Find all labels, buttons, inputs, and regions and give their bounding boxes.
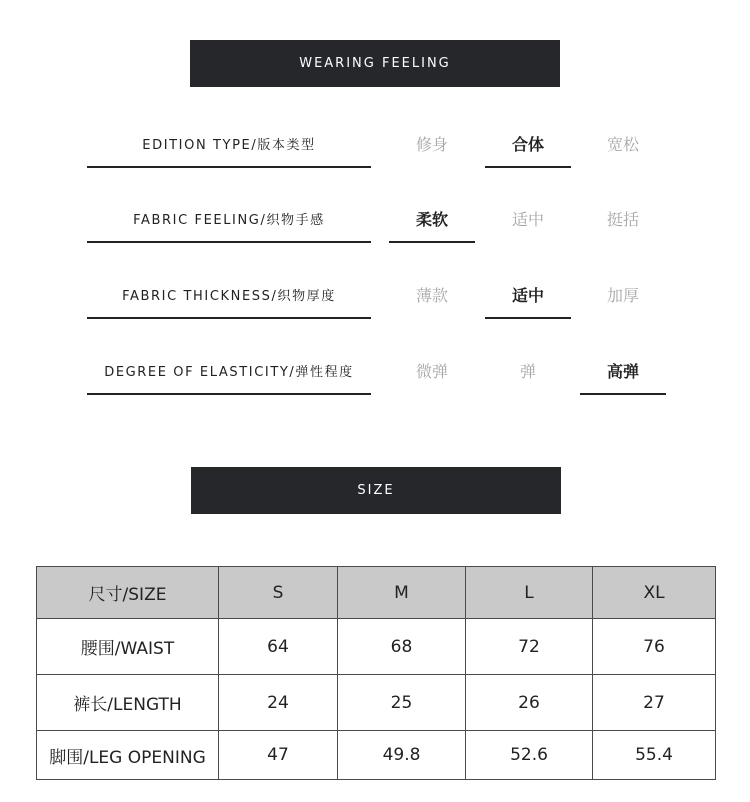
- option: 弹: [519, 361, 536, 381]
- table-row: [37, 731, 716, 780]
- size-table: [36, 566, 716, 780]
- table-cell: 76: [593, 619, 716, 675]
- label-underline: [87, 241, 371, 243]
- option: 加厚: [606, 285, 639, 305]
- option: 挺括: [606, 209, 639, 229]
- table-cell: 27: [593, 675, 716, 731]
- table-cell: 26: [466, 675, 593, 731]
- header-cell: 尺寸/SIZE: [37, 567, 219, 619]
- table-cell: 52.6: [466, 731, 593, 780]
- header-cell: S: [219, 567, 338, 619]
- table-cell: 49.8: [338, 731, 466, 780]
- option: 微弹: [415, 361, 448, 381]
- feeling-label: FABRIC FEELING/织物手感: [133, 212, 325, 228]
- option-selected: 高弹: [580, 356, 666, 384]
- wearing-feeling-banner: WEARING FEELING: [190, 40, 560, 87]
- feeling-label: DEGREE OF ELASTICITY/弹性程度: [104, 364, 354, 380]
- table-cell: 72: [466, 619, 593, 675]
- label-underline: [87, 166, 371, 168]
- table-cell: 腰围/WAIST: [37, 619, 219, 675]
- table-cell: 裤长/LENGTH: [37, 675, 219, 731]
- table-cell: 55.4: [593, 731, 716, 780]
- header-cell: L: [466, 567, 593, 619]
- feeling-row-fabric-thickness: [0, 270, 750, 330]
- option-selected: 合体: [485, 129, 571, 157]
- table-header-row: [37, 567, 716, 619]
- label-underline: [87, 393, 371, 395]
- table-cell: 47: [219, 731, 338, 780]
- table-cell: 64: [219, 619, 338, 675]
- feeling-label: EDITION TYPE/版本类型: [142, 137, 316, 153]
- feeling-row-elasticity: [0, 346, 750, 406]
- option-selected: 柔软: [389, 204, 475, 232]
- option: 适中: [511, 209, 544, 229]
- option-selected: 适中: [485, 280, 571, 308]
- table-cell: 68: [338, 619, 466, 675]
- table-cell: 25: [338, 675, 466, 731]
- option: 修身: [415, 134, 448, 154]
- feeling-label: FABRIC THICKNESS/织物厚度: [122, 288, 336, 304]
- table-cell: 24: [219, 675, 338, 731]
- feeling-row-edition-type: [0, 119, 750, 179]
- table-cell: 脚围/LEG OPENING: [37, 731, 219, 780]
- header-cell: M: [338, 567, 466, 619]
- label-underline: [87, 317, 371, 319]
- option: 宽松: [606, 134, 639, 154]
- option: 薄款: [415, 285, 448, 305]
- table-row: [37, 619, 716, 675]
- header-cell: XL: [593, 567, 716, 619]
- feeling-row-fabric-feeling: [0, 194, 750, 254]
- size-banner: SIZE: [191, 467, 561, 514]
- table-row: [37, 675, 716, 731]
